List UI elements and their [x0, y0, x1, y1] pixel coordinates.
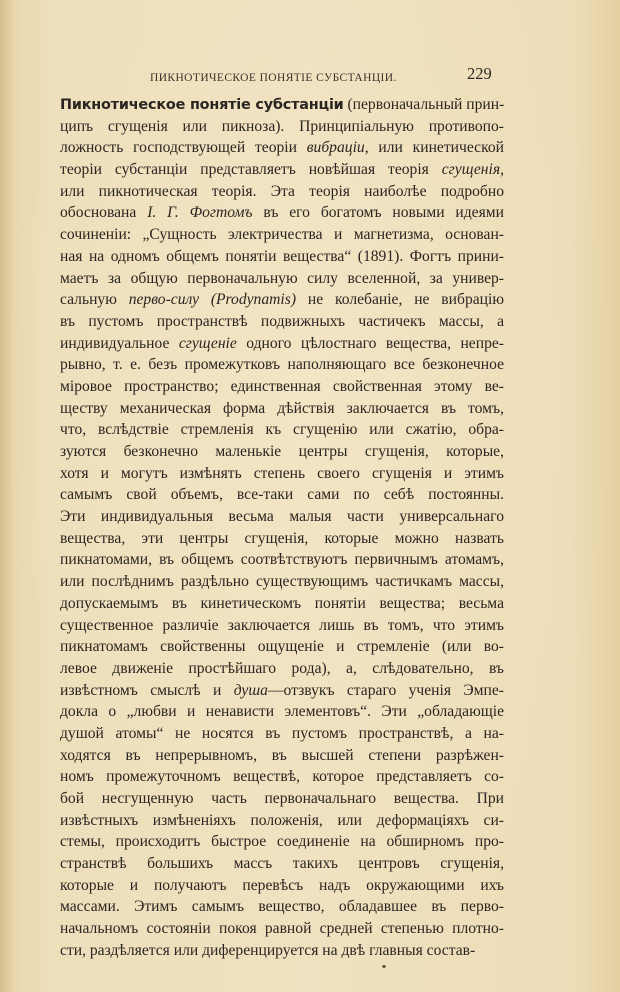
text-run: въ его богатомъ новыми идеями	[252, 204, 504, 222]
text-run: (первоначальный прин-	[343, 96, 505, 113]
text-run: существенное различіе заключается лишь въ томъ, что этимъ	[60, 616, 504, 634]
text-line	[60, 593, 504, 615]
text-run: Эти индивидуальныя весьма малыя части универсальнаго	[60, 508, 504, 526]
text-line	[60, 181, 504, 203]
text-run: начальномъ состояніи покоя равной средней степенью плотно-	[60, 920, 504, 938]
text-line	[60, 246, 504, 268]
text-run: или кинетической	[368, 139, 504, 157]
text-run: маетъ за общую первоначальную силу вселенной, за универ-	[60, 269, 504, 287]
text-run: левое движеніе простѣйшаго рода), а, слѣдовательно, въ	[60, 659, 504, 677]
text-run: одного цѣлостнаго вещества, непре-	[236, 334, 504, 352]
text-run: ществу механическая форма дѣйствія заключается въ томъ,	[60, 399, 504, 417]
text-line	[60, 354, 504, 376]
text-run: міровое пространство; единственная свойственная этому ве-	[60, 377, 504, 395]
text-run: рывно, т. е. безъ промежутковъ наполняющаго все безконечное	[60, 356, 504, 374]
text-line	[60, 810, 504, 832]
text-line	[60, 268, 504, 290]
text-run: странствѣ большихъ массъ такихъ центровъ сгущенія,	[60, 855, 504, 873]
text-run: или послѣднимъ раздѣльно существующимъ частичкамъ массы,	[60, 573, 504, 591]
text-line	[60, 202, 504, 224]
text-line	[60, 528, 504, 550]
text-run: или пикнотическая теорія. Эта теорія наиболѣе подробно	[60, 182, 504, 200]
text-run: самымъ свой объемъ, все-таки сами по себѣ постоянны.	[60, 486, 504, 504]
text-run: сальную	[60, 291, 129, 309]
emphasis-text: перво-силу (Prodynamis)	[128, 291, 297, 309]
text-run: пикнатомамъ свойственны ощущеніе и стремленіе (или во-	[60, 638, 504, 656]
text-line	[60, 875, 504, 897]
text-run: сти, раздѣляется или диференцируется на двѣ главныя состав-	[60, 941, 476, 959]
text-line	[60, 506, 504, 528]
emphasis-text: сгущенія,	[441, 161, 504, 179]
text-run: зуются безконечно маленькіе центры сгущенія, которые,	[60, 443, 504, 460]
text-run: извѣстныхъ измѣненіяхъ положенія, или деформаціяхъ си-	[60, 811, 504, 829]
text-run: ная на одномъ общемъ понятіи вещества“ (1891). Фогтъ прини-	[60, 247, 504, 265]
text-run: докла о „любви и ненависти элементовъ“. Эти „обладающіе	[60, 703, 504, 721]
text-line	[60, 896, 504, 918]
text-line	[60, 918, 504, 940]
emphasis-text: душа	[233, 681, 268, 699]
text-line	[60, 615, 504, 637]
text-run: вещества, эти центры сгущенія, которые можно назвать	[60, 529, 504, 547]
text-run: обоснована	[60, 204, 148, 222]
text-line	[60, 463, 504, 485]
text-line	[60, 549, 504, 571]
text-run: которые и получаютъ перевѣсъ надъ окружающими ихъ	[60, 876, 504, 894]
text-line	[60, 571, 504, 593]
text-line	[60, 788, 504, 810]
text-run: бой несгущенную часть первоначальнаго вещества. При	[60, 790, 504, 807]
text-run: сочиненіи: „Сущность электричества и магнетизма, основан-	[60, 226, 504, 244]
emphasis-text: І. Г. Фогтомъ	[147, 204, 253, 222]
text-run: стемы, происходитъ быстрое соединеніе на обширномъ про-	[60, 833, 504, 851]
text-line	[60, 745, 504, 767]
text-line	[60, 658, 504, 680]
text-run: номъ промежуточномъ веществѣ, которое представляетъ со-	[60, 768, 504, 786]
text-run: что, вслѣдствіе стремленія къ сгущенію или сжатію, обра-	[60, 421, 504, 439]
text-line	[60, 376, 504, 398]
text-line	[60, 766, 504, 788]
text-line	[60, 441, 504, 463]
text-line	[60, 224, 504, 246]
page-edge-shadow	[0, 0, 14, 992]
text-line	[60, 680, 504, 702]
body-text	[60, 94, 504, 962]
page-number: 229	[467, 64, 492, 83]
text-run: ципъ сгущенія или пикноза). Принципіальную противопо-	[60, 117, 504, 135]
print-speck	[382, 965, 386, 968]
text-line	[60, 94, 504, 116]
text-run: теоріи субстанціи представляетъ новѣйшая теорія	[60, 161, 442, 179]
text-run: въ пустомъ пространствѣ подвижныхъ частичекъ массы, а	[60, 312, 504, 330]
text-line	[60, 137, 504, 159]
emphasis-text: сгущеніе	[178, 334, 237, 352]
running-head: ПИКНОТИЧЕСКОЕ ПОНЯТІЕ СУБСТАНЦІИ.	[150, 72, 397, 84]
text-run: —отзвукъ стараго ученія Эмпе-	[267, 681, 505, 699]
text-run: индивидуальное	[60, 334, 179, 352]
text-line	[60, 484, 504, 506]
text-line	[60, 723, 504, 745]
text-line	[60, 831, 504, 853]
text-line	[60, 333, 504, 355]
text-run: допускаемымъ въ кинетическомъ понятіи вещества; весьма	[60, 594, 504, 612]
text-run: массами. Этимъ самымъ вещество, обладавшее въ перво-	[60, 898, 504, 916]
section-heading: Пикнотическое понятіе субстанціи	[60, 97, 344, 113]
text-line	[60, 940, 504, 962]
text-run: пикнатомами, въ общемъ соотвѣтствуютъ первичнымъ атомамъ,	[60, 551, 504, 569]
text-line	[60, 701, 504, 723]
text-run: хотя и могутъ измѣнять степень своего сгущенія и этимъ	[60, 464, 504, 482]
text-run: извѣстномъ смыслѣ и	[60, 681, 234, 699]
text-line	[60, 289, 504, 311]
text-line	[60, 636, 504, 658]
text-line	[60, 419, 504, 441]
text-line	[60, 398, 504, 420]
text-line	[60, 311, 504, 333]
text-run: не колебаніе, не вибрацію	[296, 291, 504, 309]
text-run: душой атомы“ не носятся въ пустомъ пространствѣ, а на-	[60, 724, 504, 742]
text-line	[60, 116, 504, 138]
text-run: ложность господствующей теоріи	[60, 139, 307, 157]
emphasis-text: вибраціи,	[306, 139, 369, 157]
text-line	[60, 853, 504, 875]
text-line	[60, 159, 504, 181]
text-run: ходятся въ непрерывномъ, въ высшей степени разрѣжен-	[60, 746, 504, 764]
